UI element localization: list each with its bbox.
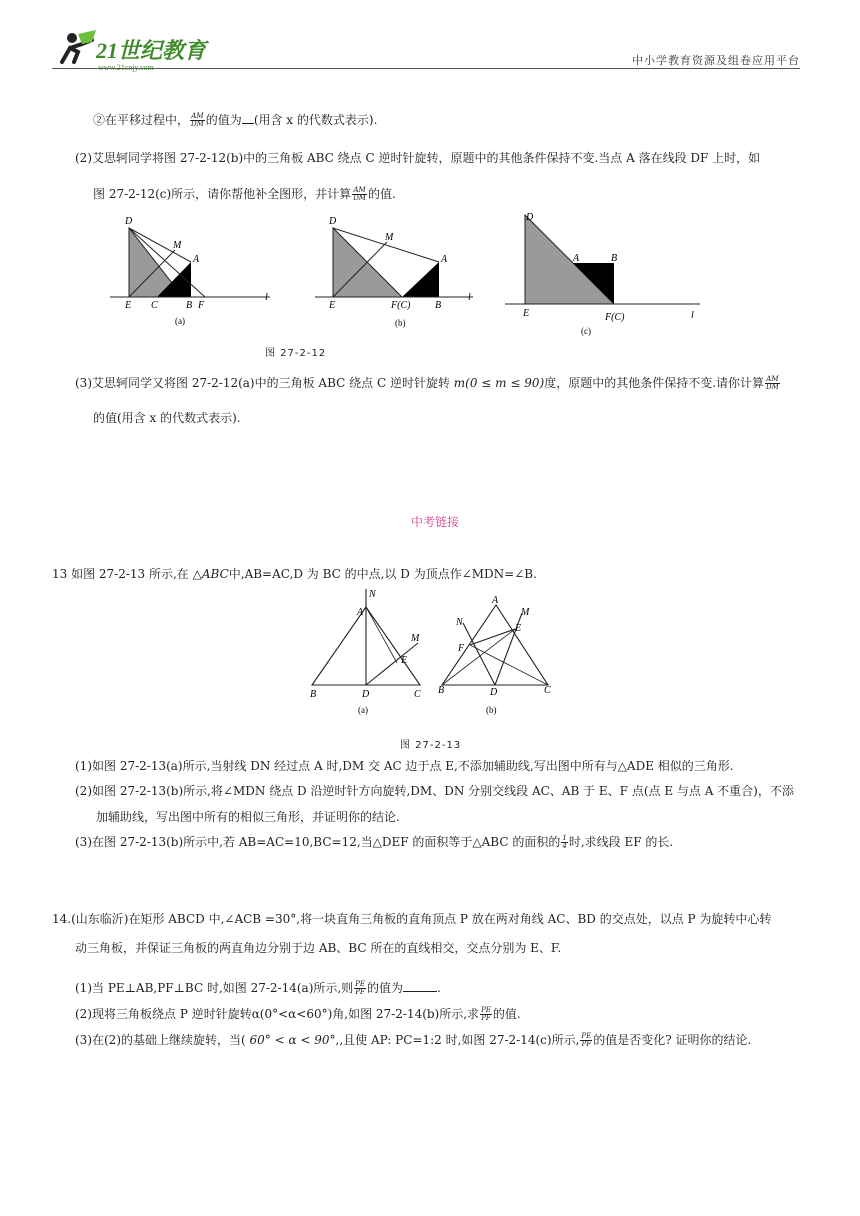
svg-text:B: B — [611, 253, 618, 264]
logo-url: www.21cnjy.com — [98, 63, 154, 72]
svg-text:M: M — [411, 633, 420, 644]
svg-text:F(C): F(C) — [605, 312, 625, 323]
svg-text:D: D — [526, 212, 534, 223]
header-divider — [52, 68, 800, 69]
svg-text:D: D — [125, 216, 133, 227]
svg-text:C: C — [151, 300, 158, 311]
svg-text:M: M — [521, 607, 530, 618]
fig-12a — [110, 216, 270, 326]
q12-part2-line2: 图 27-2-12(c)所示，请你帮他补全图形，并计算 $\frac{AM}{DM}$ 的值. — [93, 186, 396, 202]
svg-text:C: C — [544, 685, 551, 696]
svg-text:A: A — [441, 254, 448, 265]
svg-text:M: M — [173, 240, 182, 251]
svg-text:D: D — [490, 687, 498, 698]
svg-text:A: A — [193, 254, 200, 265]
svg-text:E: E — [515, 623, 522, 634]
svg-text:l: l — [691, 310, 694, 321]
svg-text:A: A — [492, 595, 499, 606]
q12-part3-line1: (3)艾思轲同学又将图 27-2-12(a)中的三角板 ABC 绕点 C 逆时针旋转 m(0 ≤ m ≤ 90)度，原题中的其他条件保持不变.请你计算 $\frac{AM}{DM}$ — [75, 375, 779, 391]
svg-text:E: E — [523, 308, 530, 319]
svg-text:A: A — [573, 253, 580, 264]
fraction-am-dm: $\frac{AM}{DM}$ — [191, 112, 204, 128]
svg-text:D: D — [362, 689, 370, 700]
svg-text:l: l — [468, 292, 471, 303]
q14-stem-line2: 动三角板，并保证三角板的两直角边分别于边 AB、BC 所在的直线相交，交点分别为 E、F. — [75, 941, 562, 955]
svg-text:N: N — [369, 589, 376, 600]
q14-part2: (2)现将三角板绕点 P 逆时针旋转α(0°<α<60°)角,如图 27-2-14(b)所示,求 $\frac{PE}{PF}$ 的值. — [75, 1006, 521, 1022]
svg-text:B: B — [310, 689, 317, 700]
svg-text:(a): (a) — [175, 316, 185, 326]
q12-part2-line1: (2)艾思轲同学将图 27-2-12(b)中的三角板 ABC 绕点 C 逆时针旋转，原题中的其他条件保持不变.当点 A 落在线段 DF 上时，如 — [75, 151, 761, 165]
svg-text:E: E — [329, 300, 336, 311]
svg-text:B: B — [186, 300, 193, 311]
svg-text:E: E — [401, 655, 408, 666]
svg-text:M: M — [385, 232, 394, 243]
logo-text: 21世纪教育 — [96, 38, 207, 63]
svg-text:E: E — [125, 300, 132, 311]
q13-part3: (3)在图 27-2-13(b)所示中,若 AB=AC=10,BC=12,当△DEF 的面积等于△ABC 的面积的 $\frac{1}{4}$ 时,求线段 EF 的长. — [75, 834, 674, 850]
svg-text:l: l — [265, 292, 268, 303]
figure-caption-12: 图 27-2-12 — [265, 348, 327, 359]
svg-text:F: F — [458, 643, 465, 654]
svg-text:B: B — [438, 685, 445, 696]
section-title: 中考链接 — [411, 515, 460, 529]
svg-text:N: N — [456, 617, 463, 628]
svg-text:D: D — [329, 216, 337, 227]
svg-text:C: C — [414, 689, 421, 700]
q14-stem-line1: 14.(山东临沂)在矩形 ABCD 中,∠ACB =30°,将一块直角三角板的直角顶点 P 放在两对角线 AC、BD 的交点处，以点 P 为旋转中心转 — [52, 912, 772, 926]
svg-text:(a): (a) — [358, 705, 368, 715]
q13-part2-line1: (2)如图 27-2-13(b)所示,将∠MDN 绕点 D 沿逆时针方向旋转,DM、DN 分别交线段 AC、AB 于 E、F 点(点 E 与点 A 不重合)，不添 — [75, 784, 794, 798]
fig-12c — [505, 212, 700, 336]
svg-text:(b): (b) — [486, 705, 497, 715]
figure-caption-13: 图 27-2-13 — [400, 740, 462, 751]
svg-text:B: B — [435, 300, 442, 311]
fig-12b — [315, 216, 473, 328]
q13-part2-line2: 加辅助线，写出图中所有的相似三角形，并证明你的结论. — [96, 810, 400, 824]
svg-text:F(C): F(C) — [391, 300, 411, 311]
q14-part1: (1)当 PE⊥AB,PF⊥BC 时,如图 27-2-14(a)所示,则 $\frac{PE}{PF}$ 的值为 . — [75, 980, 441, 996]
answer-blank — [403, 981, 437, 992]
q13-stem: 13 如图 27-2-13 所示,在 △ABC中,AB=AC,D 为 BC 的中点,以 D 为顶点作∠MDN=∠B. — [52, 567, 537, 581]
svg-text:(b): (b) — [395, 318, 406, 328]
q12-sub2: ②在平移过程中， $\frac{AM}{DM}$ 的值为 (用含 x 的代数式表示). — [93, 112, 378, 128]
figure-27-2-12 — [105, 210, 715, 363]
q14-part3: (3)在(2)的基础上继续旋转，当( 60° < α < 90°,,且使 AP: PC=1:2 时,如图 27-2-14(c)所示, $\frac{PE}{PF}$ 的值是否变化? 证明你的结论. — [75, 1032, 752, 1048]
answer-blank — [242, 113, 254, 124]
q13-part1: (1)如图 27-2-13(a)所示,当射线 DN 经过点 A 时,DM 交 AC 边于点 E,不添加辅助线,写出图中所有与△ADE 相似的三角形. — [75, 759, 734, 773]
figure-27-2-13 — [300, 585, 570, 723]
platform-title: 中小学教育资源及组卷应用平台 — [632, 54, 800, 67]
svg-text:(c): (c) — [581, 326, 591, 336]
q12-part3-line2: 的值(用含 x 的代数式表示). — [93, 411, 241, 425]
svg-text:F: F — [198, 300, 205, 311]
svg-text:A: A — [357, 607, 364, 618]
runner-icon — [62, 30, 96, 62]
fig-13a — [312, 589, 420, 685]
